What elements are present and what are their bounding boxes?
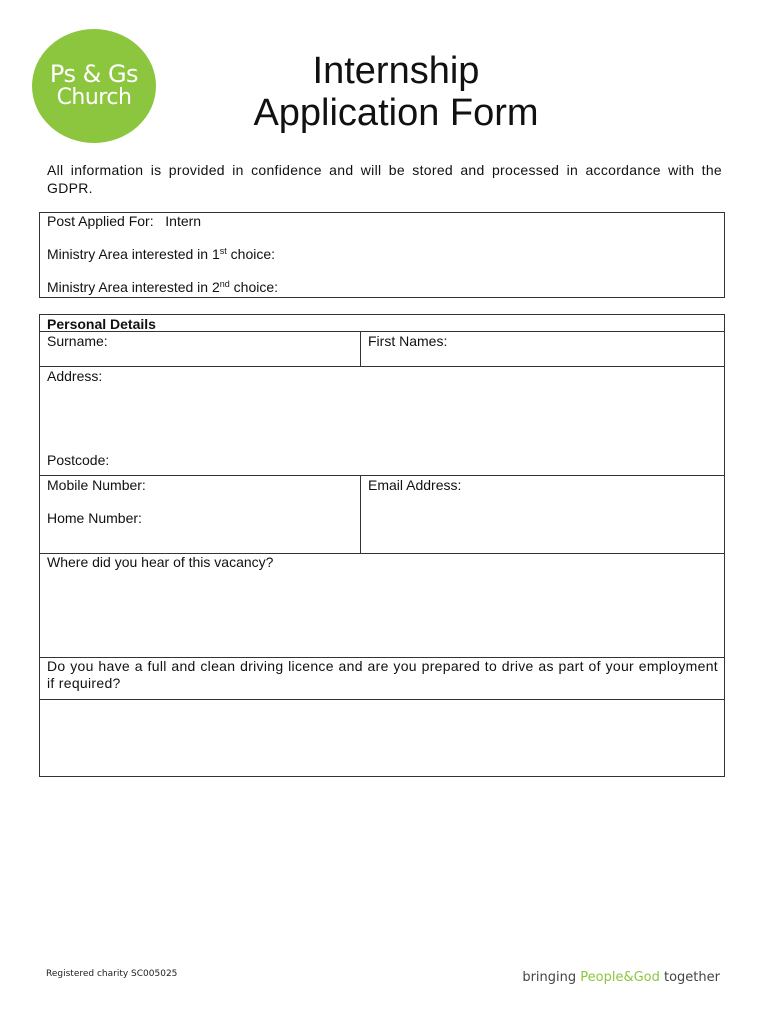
charity-number: Registered charity SC005025 — [46, 969, 178, 979]
tagline-prefix: bringing — [522, 970, 581, 985]
address-field[interactable] — [40, 366, 725, 475]
post-applied-section — [39, 212, 725, 298]
address-label: Address: — [47, 368, 103, 384]
driving-question — [40, 657, 725, 699]
first-names-label: First Names: — [368, 333, 448, 349]
title-line1: Internship — [312, 50, 480, 92]
first-names-field[interactable] — [361, 331, 725, 366]
tagline-accent: People&God — [580, 970, 660, 985]
first-choice-sup: st — [219, 246, 227, 256]
driving-answer-field[interactable] — [40, 700, 725, 776]
logo-line1: Ps & Gs — [49, 60, 139, 88]
first-choice-label: Ministry Area interested in 1 — [47, 246, 220, 262]
email-label: Email Address: — [368, 477, 462, 493]
first-choice-suffix: choice: — [226, 246, 276, 262]
church-logo — [32, 29, 156, 143]
second-choice-suffix: choice: — [229, 279, 279, 295]
surname-field[interactable] — [40, 331, 360, 366]
post-applied-line — [47, 213, 201, 229]
second-choice-label: Ministry Area interested in 2 — [47, 279, 220, 295]
postcode-label: Postcode: — [47, 452, 110, 468]
logo-line2: Church — [56, 85, 132, 110]
second-choice-line[interactable] — [47, 279, 278, 295]
email-field[interactable] — [361, 475, 725, 553]
vacancy-field[interactable] — [40, 553, 725, 657]
second-choice-sup: nd — [219, 279, 230, 289]
home-label: Home Number: — [47, 510, 142, 526]
personal-details-table — [39, 314, 725, 777]
first-choice-line[interactable] — [47, 246, 275, 262]
tagline-suffix: together — [659, 970, 720, 985]
vacancy-label: Where did you hear of this vacancy? — [47, 554, 274, 570]
personal-details-heading: Personal Details — [47, 316, 156, 332]
post-applied-label: Post Applied For: — [47, 213, 154, 229]
post-applied-value[interactable]: Intern — [165, 213, 202, 229]
form-title — [200, 50, 592, 134]
driving-label: Do you have a full and clean driving licence and are you prepared to drive as part of your employment if required? — [47, 658, 718, 691]
surname-label: Surname: — [47, 333, 108, 349]
title-line2: Application Form — [253, 92, 539, 134]
mobile-label: Mobile Number: — [47, 477, 146, 493]
intro-text: All information is provided in confidence and will be stored and processed in accordance with the GDPR. — [47, 162, 722, 196]
phone-field[interactable] — [40, 475, 360, 553]
tagline — [522, 970, 720, 985]
